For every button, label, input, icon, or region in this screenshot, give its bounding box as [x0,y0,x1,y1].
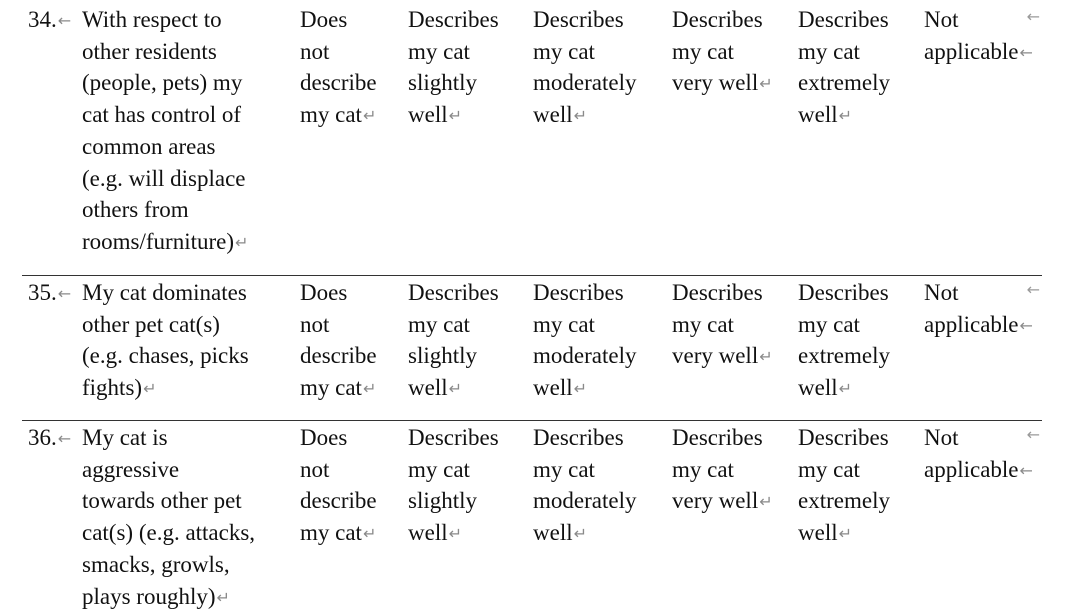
cell-end-mark-icon: ↵ [362,379,377,399]
cell-end-mark-icon: ↵ [573,379,588,399]
paragraph-mark-icon: ← [1019,42,1033,62]
option-not-applicable[interactable]: Not applicable← [924,7,1033,64]
cell-end-mark-icon: ↵ [838,379,853,399]
item-text: My cat dominates other pet cat(s) (e.g. chases, picks fights)↵ [82,280,249,401]
row-end-mark-icon: ← [1026,280,1040,299]
option-moderately-well[interactable]: Describes my cat moderately well↵ [533,425,637,546]
cell-end-mark-icon: ↵ [759,347,773,367]
item-text: My cat is aggressive towards other pet cat(s) (e.g. attacks, smacks, growls, plays roughly)↵ [82,425,256,609]
row-end-mark-icon: ← [1026,425,1040,444]
cell-end-mark-icon: ↵ [448,379,463,399]
paragraph-mark-icon: ← [57,429,72,448]
cell-end-mark-icon: ↵ [759,492,773,512]
cell-end-mark-icon: ↵ [362,106,377,126]
option-not-applicable[interactable]: Not applicable← [924,280,1033,337]
option-does-not-describe[interactable]: Does not describe my cat↵ [300,7,377,128]
item-number: 34.← [28,7,72,32]
option-does-not-describe[interactable]: Does not describe my cat↵ [300,280,377,401]
cell-end-mark-icon: ↵ [573,524,588,544]
item-number: 36.← [28,425,72,450]
row-divider [22,420,1042,421]
option-extremely-well[interactable]: Describes my cat extremely well↵ [798,7,890,128]
paragraph-mark-icon: ← [57,284,72,303]
row-end-mark-icon: ← [1026,7,1040,26]
option-very-well[interactable]: Describes my cat very well↵ [672,7,773,96]
table-row [22,420,1042,615]
table-row [22,2,1042,274]
cell-end-mark-icon: ↵ [216,587,230,607]
cell-end-mark-icon: ↵ [573,106,588,126]
paragraph-mark-icon: ← [1019,315,1033,335]
option-slightly-well[interactable]: Describes my cat slightly well↵ [408,7,499,128]
option-does-not-describe[interactable]: Does not describe my cat↵ [300,425,377,546]
option-very-well[interactable]: Describes my cat very well↵ [672,425,773,514]
cell-end-mark-icon: ↵ [838,106,853,126]
item-number: 35.← [28,280,72,305]
option-moderately-well[interactable]: Describes my cat moderately well↵ [533,7,637,128]
cell-end-mark-icon: ↵ [759,74,773,94]
cell-end-mark-icon: ↵ [235,232,249,252]
table-row [22,275,1042,419]
item-text: With respect to other residents (people, pets) my cat has control of common areas (e.g. will displace others from rooms/furniture)↵ [82,7,249,254]
row-divider [22,275,1042,276]
option-extremely-well[interactable]: Describes my cat extremely well↵ [798,280,890,401]
paragraph-mark-icon: ← [1019,460,1033,480]
cell-end-mark-icon: ↵ [448,524,463,544]
option-slightly-well[interactable]: Describes my cat slightly well↵ [408,280,499,401]
cell-end-mark-icon: ↵ [838,524,853,544]
cell-end-mark-icon: ↵ [448,106,463,126]
cell-end-mark-icon: ↵ [362,524,377,544]
option-not-applicable[interactable]: Not applicable← [924,425,1033,482]
option-slightly-well[interactable]: Describes my cat slightly well↵ [408,425,499,546]
option-extremely-well[interactable]: Describes my cat extremely well↵ [798,425,890,546]
option-moderately-well[interactable]: Describes my cat moderately well↵ [533,280,637,401]
paragraph-mark-icon: ← [57,11,72,30]
option-very-well[interactable]: Describes my cat very well↵ [672,280,773,369]
cell-end-mark-icon: ↵ [143,379,157,399]
